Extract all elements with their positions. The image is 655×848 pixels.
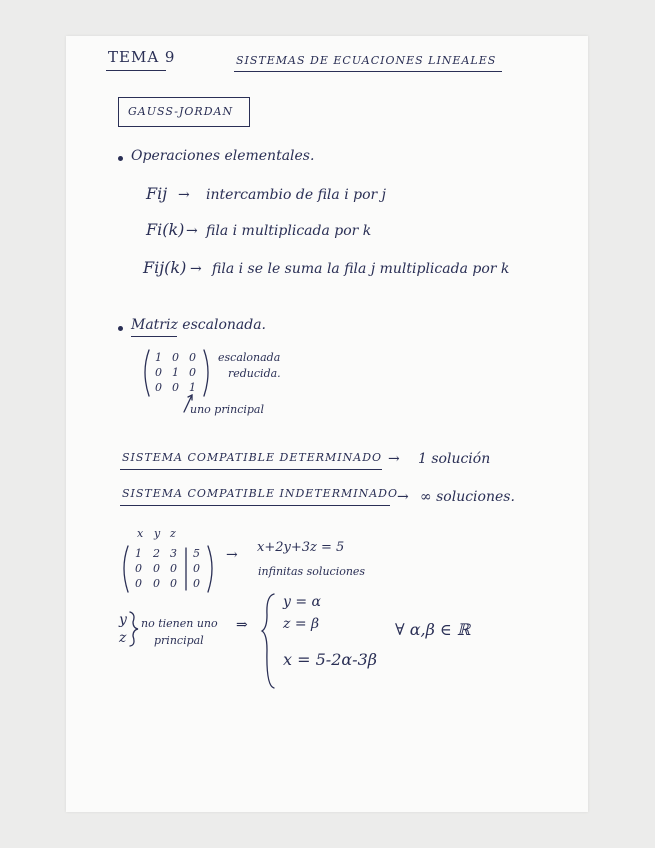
scd-arrow: → bbox=[388, 451, 400, 467]
scd-label: SISTEMA COMPATIBLE DETERMINADO bbox=[122, 451, 383, 464]
free-vars-brace bbox=[130, 612, 138, 646]
matrix-cell: 1 bbox=[189, 381, 196, 394]
example-arrow: → bbox=[226, 547, 238, 563]
coeff-cell: 0 bbox=[153, 577, 160, 590]
var-label: z bbox=[170, 527, 176, 540]
free-vars-note-1: no tienen uno bbox=[141, 617, 218, 630]
sci-result: ∞ soluciones. bbox=[420, 489, 515, 505]
solution-z: z = β bbox=[283, 616, 320, 632]
example-left-paren bbox=[124, 546, 128, 592]
coeff-cell: 0 bbox=[170, 577, 177, 590]
matrix-cell: 0 bbox=[189, 351, 196, 364]
free-var-z: z bbox=[119, 630, 127, 646]
matrix-cell: 1 bbox=[155, 351, 162, 364]
var-label: x bbox=[137, 527, 144, 540]
op-symbol: Fij bbox=[146, 184, 168, 203]
coeff-cell: 3 bbox=[170, 547, 177, 560]
matrix-cell: 0 bbox=[172, 381, 179, 394]
coeff-cell: 2 bbox=[153, 547, 160, 560]
tema-label: TEMA 9 bbox=[108, 48, 176, 66]
echelon-label-2: reducida. bbox=[228, 367, 281, 380]
quantifier: ∀ α,β ∈ ℝ bbox=[395, 620, 471, 639]
solution-brace bbox=[262, 594, 274, 688]
coeff-cell: 1 bbox=[135, 547, 142, 560]
leading-one-note: uno principal bbox=[190, 403, 264, 416]
solution-x: x = 5-2α-3β bbox=[283, 650, 378, 669]
echelon-label-1: escalonada bbox=[218, 351, 281, 364]
solution-y: y = α bbox=[283, 594, 321, 610]
coeff-cell: 0 bbox=[153, 562, 160, 575]
matrix-cell: 0 bbox=[172, 351, 179, 364]
matrix-cell: 1 bbox=[172, 366, 179, 379]
topic-title: SISTEMAS DE ECUACIONES LINEALES bbox=[236, 54, 497, 67]
matrix-cell: 0 bbox=[155, 366, 162, 379]
rhs-cell: 0 bbox=[193, 577, 200, 590]
op-arrow: → bbox=[178, 187, 190, 203]
op-text: fila i multiplicada por k bbox=[206, 223, 372, 239]
free-var-y: y bbox=[119, 612, 127, 628]
op-symbol: Fij(k) bbox=[143, 258, 187, 277]
op-arrow: → bbox=[190, 261, 202, 277]
var-label: y bbox=[154, 527, 161, 540]
matrix-left-paren bbox=[145, 350, 149, 396]
coeff-cell: 0 bbox=[135, 562, 142, 575]
echelon-heading: Matriz escalonada. bbox=[131, 317, 266, 333]
scd-result: 1 solución bbox=[418, 451, 491, 467]
infinite-solutions-note: infinitas soluciones bbox=[258, 565, 366, 578]
sci-arrow: → bbox=[397, 489, 409, 505]
free-vars-note-2: principal bbox=[154, 634, 204, 647]
op-arrow: → bbox=[186, 223, 198, 239]
coeff-cell: 0 bbox=[170, 562, 177, 575]
matrix-right-paren bbox=[204, 350, 208, 396]
rhs-cell: 0 bbox=[193, 562, 200, 575]
op-symbol: Fi(k) bbox=[146, 220, 185, 239]
coeff-cell: 0 bbox=[135, 577, 142, 590]
matrix-cell: 0 bbox=[155, 381, 162, 394]
section-title: GAUSS-JORDAN bbox=[128, 105, 234, 118]
example-right-paren bbox=[208, 546, 212, 592]
sci-label: SISTEMA COMPATIBLE INDETERMINADO bbox=[122, 487, 398, 500]
implies-arrow: ⇒ bbox=[236, 617, 248, 633]
rhs-cell: 5 bbox=[193, 547, 200, 560]
op-text: fila i se le suma la fila j multiplicada por k bbox=[212, 261, 510, 277]
operations-heading: Operaciones elementales. bbox=[131, 148, 315, 164]
matrix-cell: 0 bbox=[189, 366, 196, 379]
op-text: intercambio de fila i por j bbox=[206, 187, 386, 203]
reduced-equation: x+2y+3z = 5 bbox=[257, 540, 345, 555]
